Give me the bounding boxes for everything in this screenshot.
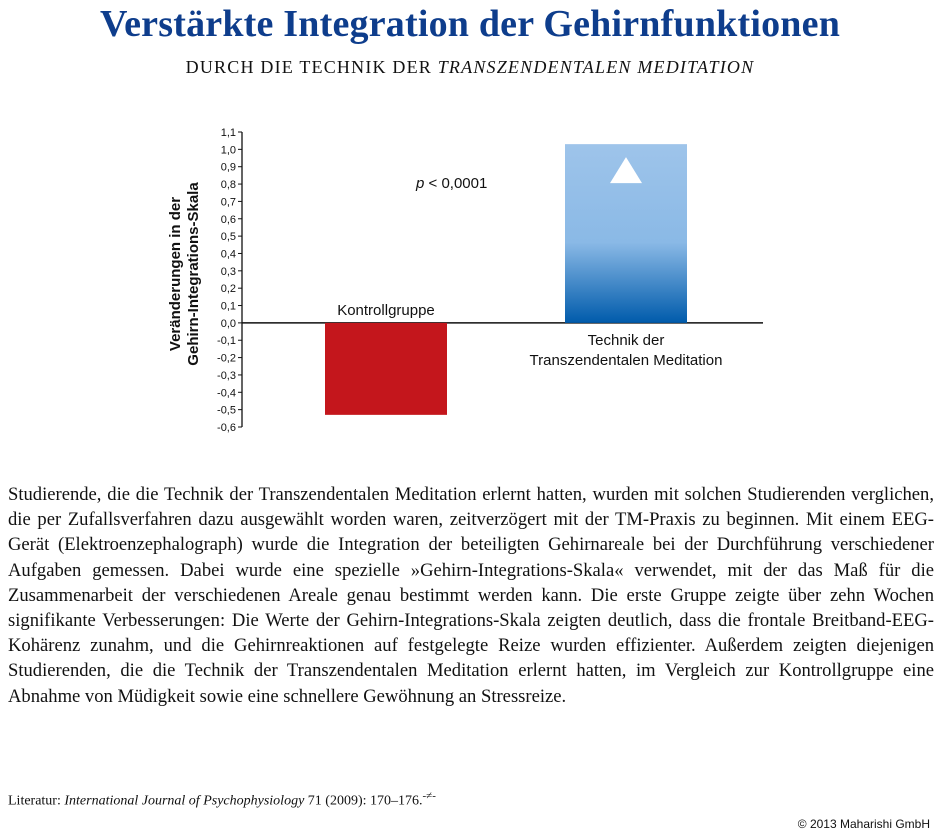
- reference-marks: -≠-: [422, 790, 436, 802]
- y-tick-label: 1,0: [220, 144, 236, 157]
- y-tick-label: 0,7: [220, 196, 236, 209]
- reference-journal: International Journal of Psychophysiology: [64, 793, 305, 809]
- category-label-tm-line2: Transzendentalen Meditation: [529, 351, 723, 369]
- description-paragraph: Studierende, die die Technik der Transzendentalen Meditation erlernt hatten, wurden mit solchen Studierenden verglichen, die per Zufallsverfahren dazu ausgewählt worden waren, zeitverzögert mit der TM-Praxis zu beginnen. Mit einem EEG-Gerät (Elektroenzephalograph) wurde die Integration der beteiligten Gehirnareale bei der Durchführung verschiedener Aufgaben gemessen. Dabei wurde eine spezielle »Gehirn-Integrations-Skala« verwendet, mit der das Maß für die Zusammenarbeit der verschiedenen Areale genau bestimmt werden kann. Die erste Gruppe zeigte über zehn Wochen signifikante Verbesserungen: Die Werte der Gehirn-Integrations-Skala zeigten deutlich, dass die frontale Breitband-EEG-Kohärenz zunahm, und die Gehirnreaktionen auf festgelegte Reize wurden effizienter. Außerdem zeigten diejenigen Studierenden, die die Technik der Transzendentalen Meditation erlernt hatten, im Vergleich zur Kontrollgruppe eine Abnahme von Müdigkeit sowie eine schnellere Gewöhnung an Stressreize.: [8, 484, 934, 707]
- reference-details: 71 (2009): 170–176.: [304, 793, 423, 809]
- y-tick-label: 0,8: [220, 179, 236, 192]
- y-tick-label: 0,6: [220, 213, 236, 226]
- bar-chart: [160, 118, 780, 448]
- p-letter: p: [416, 175, 425, 192]
- y-tick-label: 0,5: [220, 231, 236, 244]
- y-tick-label: 0,3: [220, 265, 236, 278]
- y-tick-label: -0,2: [217, 352, 236, 365]
- bar-kontrollgruppe: [325, 323, 447, 415]
- subtitle-plain: DURCH DIE TECHNIK DER: [185, 57, 438, 77]
- category-label-tm-line1: Technik der: [587, 331, 665, 349]
- y-tick-label: 0,9: [220, 161, 236, 174]
- y-axis-label-line2: Gehirn-Integrations-Skala: [185, 182, 202, 366]
- y-tick-label: -0,1: [217, 335, 236, 348]
- p-rest: < 0,0001: [424, 175, 488, 192]
- copyright-notice: © 2013 Maharishi GmbH: [797, 817, 930, 831]
- literature-reference: [8, 790, 436, 810]
- y-tick-label: 0,1: [220, 300, 236, 313]
- y-axis-label-line1: Veränderungen in der: [167, 196, 184, 352]
- y-tick-label: -0,6: [217, 422, 236, 434]
- y-tick-label: 0,4: [220, 248, 236, 261]
- bars: [325, 144, 687, 415]
- y-tick-label: 0,2: [220, 283, 236, 296]
- page-subtitle: [0, 57, 940, 78]
- y-tick-label: -0,5: [217, 404, 236, 417]
- category-label-kontrollgruppe: Kontrollgruppe: [337, 301, 435, 319]
- page-title: Verstärkte Integration der Gehirnfunktionen: [99, 3, 841, 45]
- y-tick-label: 1,1: [220, 127, 236, 139]
- p-value-annotation: [415, 175, 487, 192]
- subtitle-italic: TRANSZENDENTALEN MEDITATION: [437, 57, 755, 77]
- y-tick-label: -0,3: [217, 369, 236, 382]
- y-tick-label: 0,0: [220, 317, 236, 330]
- reference-prefix: Literatur:: [8, 793, 65, 809]
- y-tick-label: -0,4: [217, 387, 236, 400]
